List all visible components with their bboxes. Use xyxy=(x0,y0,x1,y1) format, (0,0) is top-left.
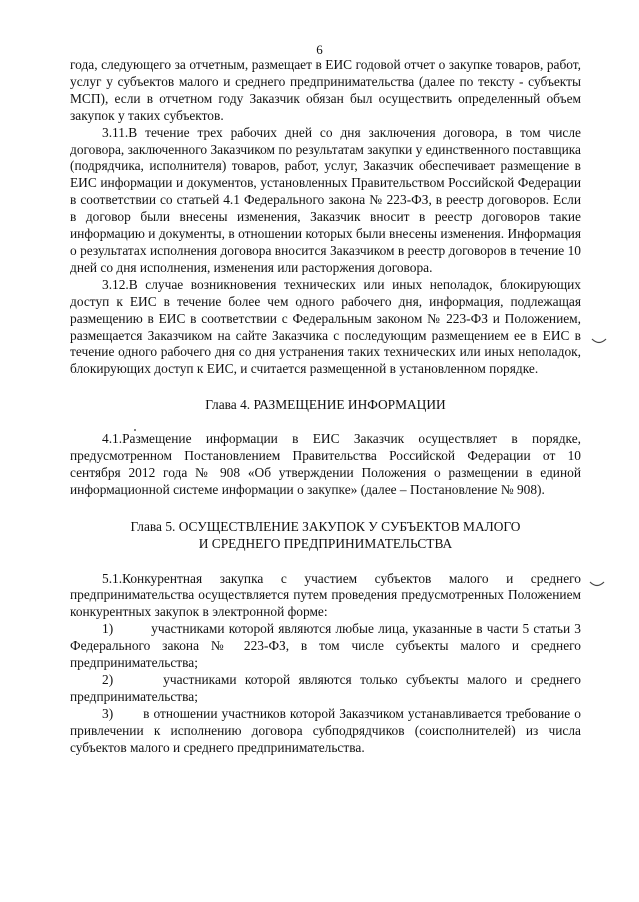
list-item-3-text: в отношении участников которой Заказчиком устанавливается требование о привлечении к исполнению договора субподрядчиков (соисполнителей) из числа субъектов малого и среднего предпринимательства. xyxy=(70,705,581,755)
chapter-4-heading: Глава 4. РАЗМЕЩЕНИЕ ИНФОРМАЦИИ xyxy=(205,397,446,413)
paragraph-continuation: года, следующего за отчетным, размещает в ЕИС годовой отчет о закупке товаров, работ, услуг у субъектов малого и среднего предпринимательства (далее по тексту - субъекты МСП), если в отчетном году Заказчик обязан был осуществить определенный объем закупок у таких субъектов. xyxy=(70,57,581,123)
speck-mark xyxy=(134,429,136,431)
page-number: 6 xyxy=(316,42,323,57)
paragraph-4-1: 4.1.Размещение информации в ЕИС Заказчик осуществляет в порядке, предусмотренном Постановлением Правительства Российской Федерации от 10 сентября 2012 года № 908 «Об утверждении Положения о размещении в единой информационной системе информации о закупке» (далее – Постановление № 908). xyxy=(70,431,581,497)
list-item-3-number: 3) xyxy=(102,705,114,721)
list-item-1-number: 1) xyxy=(102,621,114,637)
margin-tick-mark xyxy=(589,580,605,588)
list-item-1-text: участниками которой являются любые лица, указанные в части 5 статьи 3 Федерального закона № 223-ФЗ, в том числе субъекты малого и среднего предпринимательства; xyxy=(70,621,581,671)
chapter-5-heading-line-2: И СРЕДНЕГО ПРЕДПРИНИМАТЕЛЬСТВА xyxy=(198,535,453,551)
list-item-2-number: 2) xyxy=(102,672,114,687)
chapter-5-heading-line-1: Глава 5. ОСУЩЕСТВЛЕНИЕ ЗАКУПОК У СУБЪЕКТОВ МАЛОГО xyxy=(130,518,521,534)
list-item-3 xyxy=(70,706,581,757)
paragraph-5-1: 5.1.Конкурентная закупка с участием субъектов малого и среднего предпринимательства осуществляется путем проведения предусмотренных Положением конкурентных закупок в электронной форме: xyxy=(70,570,581,620)
margin-tick-mark xyxy=(591,337,607,345)
list-item-1 xyxy=(70,621,581,672)
document-body xyxy=(70,57,581,757)
list-item-2-text: участниками которой являются только субъекты малого и среднего предпринимательства; xyxy=(70,672,581,704)
chapter-5-heading xyxy=(70,519,581,553)
paragraph-3-11: 3.11.В течение трех рабочих дней со дня заключения договора, в том числе договора, заключенного Заказчиком по результатам закупки у единственного поставщика (подрядчика, исполнителя) товаров, работ, услуг, Заказчик обеспечивает размещение в ЕИС информации и документов, установленных Правительством Российской Федерации в соответствии со статьей 4.1 Федерального закона № 223-ФЗ, в реестр договоров. Если в договор были внесены изменения, Заказчик вносит в реестр договоров такие информацию и документы, в отношении которых были внесены изменения. Информация о результатах исполнения договора вносится Заказчиком в реестр договоров в течение 10 дней со дня исполнения, изменения или расторжения договора. xyxy=(70,124,581,275)
paragraph-3-12: 3.12.В случае возникновения технических или иных неполадок, блокирующих доступ к ЕИС в течение более чем одного рабочего дня, информация, подлежащая размещению в ЕИС в соответствии с Федеральным законом № 223-ФЗ и Положением, размещается Заказчиком на сайте Заказчика с последующим размещением ее в ЕИС в течение одного рабочего дня со дня устранения таких технических или иных неполадок, блокирующих доступ к ЕИС, и считается размещенной в установленном порядке. xyxy=(70,276,581,377)
list-item-2 xyxy=(70,672,581,706)
